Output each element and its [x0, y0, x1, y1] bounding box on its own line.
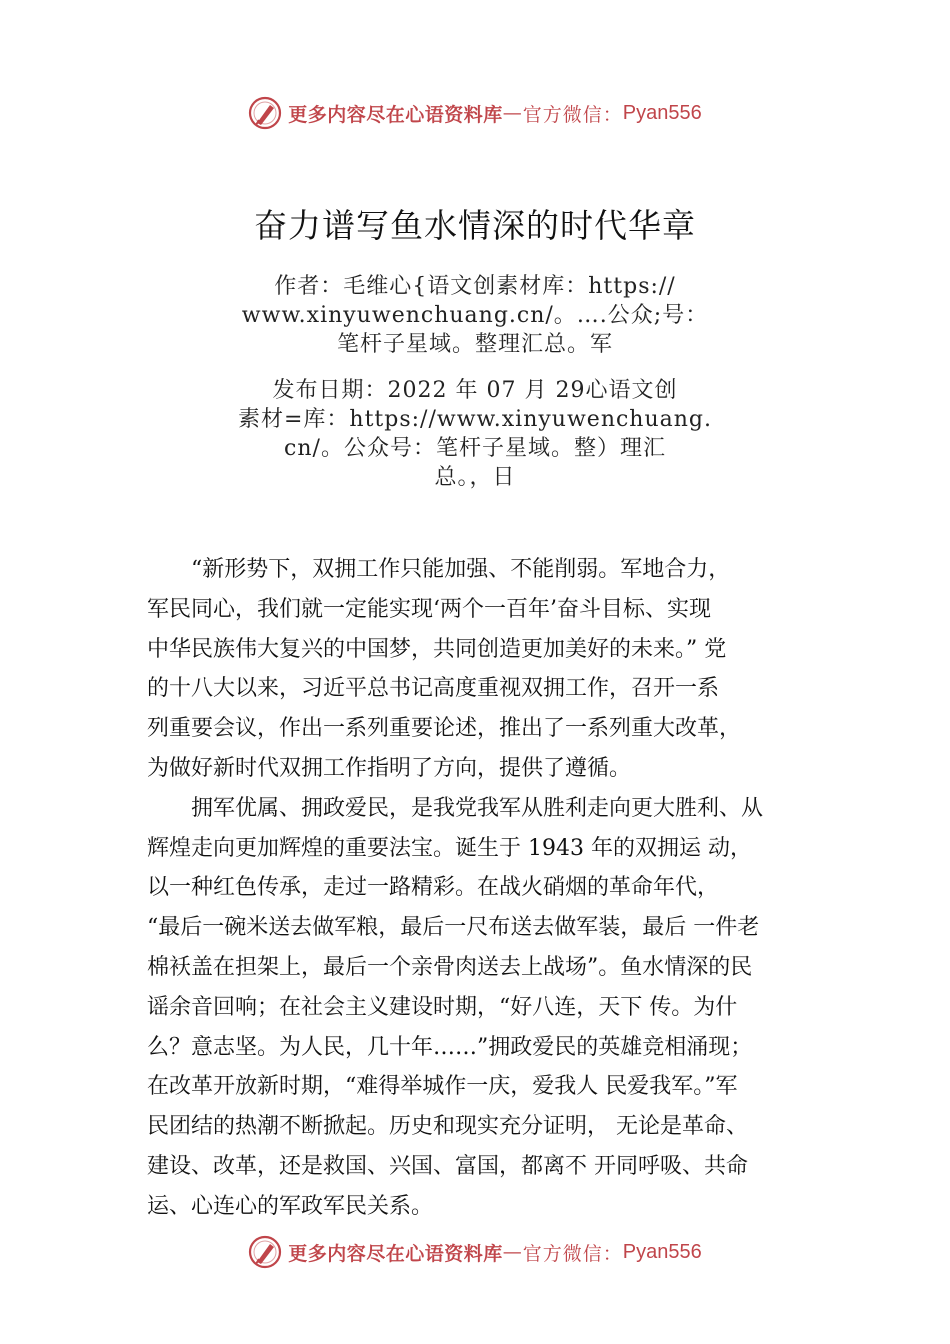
- banner-dash: —: [502, 1241, 523, 1263]
- date-line: cn/。公众号：笔杆子星域。整）理汇: [284, 436, 666, 461]
- banner-slogan: 更多内容尽在心语资料库: [288, 1242, 503, 1265]
- document-title: 奋力谱写鱼水情深的时代华章: [254, 206, 696, 245]
- quill-logo-icon: [248, 96, 282, 130]
- text-line: 列重要会议，作出一系列重要论述，推出了一系列重大改革，: [147, 716, 742, 742]
- date-line: 发布日期：2022 年 07 月 29心语文创: [272, 378, 678, 403]
- banner-wechat-id: Pyan556: [622, 1240, 702, 1263]
- author-line: 笔杆子星域。整理汇总。军: [336, 332, 613, 357]
- author-info: [225, 272, 725, 359]
- date-line: 素材=库：https://www.xinyuwenchuang.: [237, 407, 713, 432]
- text-line: 么？意志坚。为人民，几十年……”拥政爱民的英雄竞相涌现；: [147, 1034, 753, 1060]
- header-banner: [0, 93, 950, 133]
- footer-banner: [0, 1232, 950, 1272]
- text-line: “最后一碗米送去做军粮，最后一尺布送去做军装，最后 一件老: [147, 915, 760, 941]
- text-line: 的十八大以来，习近平总书记高度重视双拥工作，召开一系: [147, 676, 720, 702]
- text-line: 谣余音回响；在社会主义建设时期，“好八连，天下 传。为什: [147, 994, 738, 1020]
- date-line: 总。，日: [434, 465, 516, 490]
- quill-logo-icon: [248, 1235, 282, 1269]
- banner-wechat-label: 官方微信：: [522, 103, 623, 126]
- text-line: 运、心连心的军政军民关系。: [147, 1193, 434, 1219]
- article-body: [147, 550, 837, 1227]
- banner-wechat-id: Pyan556: [622, 101, 702, 124]
- text-line: 建设、改革，还是救国、兴国、富国，都离不 开同呼吸、共命: [147, 1153, 748, 1179]
- banner-slogan: 更多内容尽在心语资料库: [288, 103, 503, 126]
- author-line: www.xinyuwenchuang.cn/。….公众;号：: [241, 303, 709, 328]
- text-line: 民团结的热潮不断掀起。历史和现实充分证明， 无论是革命、: [147, 1114, 748, 1140]
- text-line: 辉煌走向更加辉煌的重要法宝。诞生于 1943 年的双拥运 动，: [147, 835, 752, 861]
- text-line: 以一种红色传承，走过一路精彩。在战火硝烟的革命年代，: [147, 875, 720, 901]
- paragraph: [147, 550, 837, 789]
- banner-wechat-label: 官方微信：: [522, 1242, 623, 1265]
- author-line: 作者：毛维心{语文创素材库：https://: [274, 274, 676, 299]
- publish-date-info: [225, 376, 725, 492]
- text-line: 在改革开放新时期，“难得举城作一庆，爱我人 民爱我军。”军: [147, 1074, 738, 1100]
- text-line: 军民同心，我们就一定能实现‘两个一百年’奋斗目标、实现: [147, 596, 711, 622]
- paragraph: [147, 789, 837, 1227]
- text-line: 中华民族伟大复兴的中国梦，共同创造更加美好的未来。” 党: [147, 636, 727, 662]
- text-line: 为做好新时代双拥工作指明了方向，提供了遵循。: [147, 755, 632, 781]
- banner-dash: —: [502, 102, 523, 124]
- text-line: 拥军优属、拥政爱民，是我党我军从胜利走向更大胜利、从: [147, 795, 764, 821]
- text-line: “新形势下，双拥工作只能加强、不能削弱。军地合力，: [147, 557, 731, 582]
- text-line: 棉袄盖在担架上，最后一个亲骨肉送去上战场”。鱼水情深的民: [147, 954, 753, 980]
